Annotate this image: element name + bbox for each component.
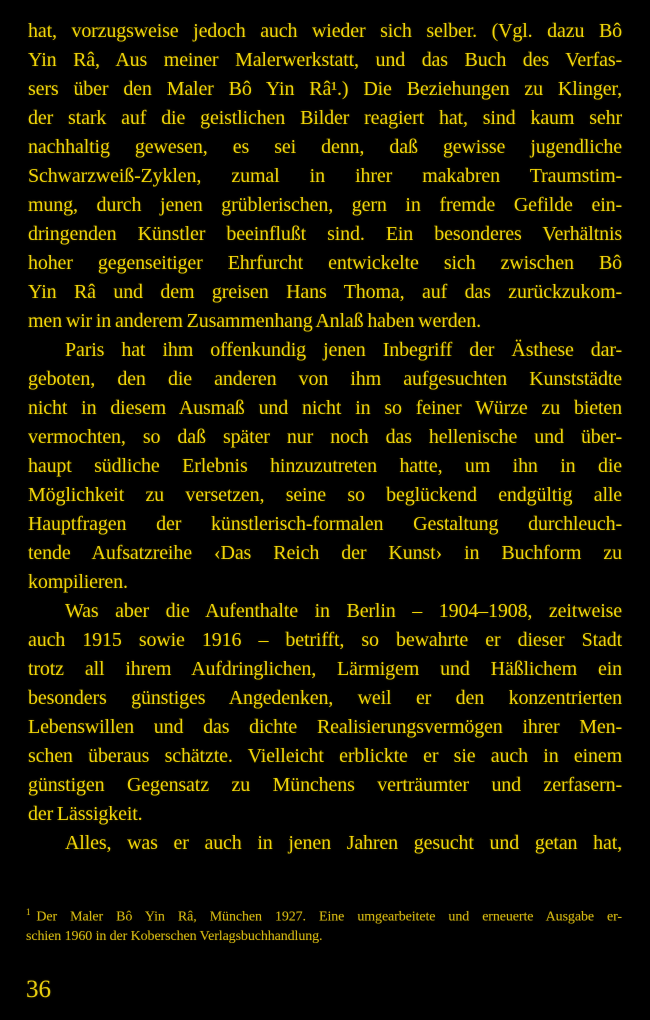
footnote-text: Der Maler Bô Yin Râ, München 1927. Eine umgearbeitete und erneuerte Ausgabe er- [36,909,622,925]
footnote-marker: 1 [26,907,31,917]
footnote [26,903,622,946]
text-line: besonders günstiges Angedenken, weil er den konzentrierten [28,687,622,709]
text-line: tende Aufsatzreihe ‹Das Reich der Kunst› in Buchform zu [28,542,622,564]
text-line: trotz all ihrem Aufdringlichen, Lärmigem und Häßlichem ein [28,658,622,680]
text-line: hoher gegenseitiger Ehrfurcht entwickelte sich zwischen Bô [28,252,622,274]
text-line: hat, vorzugsweise jedoch auch wieder sich selber. (Vgl. dazu Bô [28,20,622,42]
text-line: kompilieren. [28,571,128,593]
paragraph [28,597,622,829]
text-line: geboten, den die anderen von ihm aufgesuchten Kunststädte [28,368,622,390]
text-line: haupt südliche Erlebnis hinzuzutreten hatte, um ihn in die [28,455,622,477]
paragraph [28,336,622,597]
text-line: Hauptfragen der künstlerisch-formalen Gestaltung durchleuch- [28,513,622,535]
text-line: Alles, was er auch in jenen Jahren gesucht und getan hat, [65,832,622,854]
text-line: men wir in anderem Zusammenhang Anlaß haben werden. [28,310,481,332]
text-line: Paris hat ihm offenkundig jenen Inbegriff der Ästhese dar- [65,339,622,361]
text-line: auch 1915 sowie 1916 – betrifft, so bewahrte er dieser Stadt [28,629,622,651]
body-text [28,17,622,858]
text-line: Möglichkeit zu versetzen, seine so beglückend endgültig alle [28,484,622,506]
text-line: vermochten, so daß später nur noch das hellenische und über- [28,426,622,448]
text-line: sers über den Maler Bô Yin Râ¹.) Die Beziehungen zu Klinger, [28,78,622,100]
footnote-line [26,903,622,927]
text-line: Lebenswillen und das dichte Realisierungsvermögen ihrer Men- [28,716,622,738]
text-line: Yin Râ, Aus meiner Malerwerkstatt, und das Buch des Verfas- [28,49,622,71]
text-line: Yin Râ und dem greisen Hans Thoma, auf das zurückzukom- [28,281,622,303]
page-number: 36 [26,976,51,1003]
text-line: nicht in diesem Ausmaß und nicht in so feiner Würze zu bieten [28,397,622,419]
text-line: Was aber die Aufenthalte in Berlin – 1904–1908, zeitweise [65,600,622,622]
text-line: der Lässigkeit. [28,803,143,825]
text-line: schen überaus schätzte. Vielleicht erblickte er sie auch in einem [28,745,622,767]
text-line: dringenden Künstler beeinflußt sind. Ein besonderes Verhältnis [28,223,622,245]
text-line: mung, durch jenen grüblerischen, gern in fremde Gefilde ein- [28,194,622,216]
footnote-line: schien 1960 in der Koberschen Verlagsbuchhandlung. [26,928,323,944]
text-line: der stark auf die geistlichen Bilder reagiert hat, sind kaum sehr [28,107,622,129]
text-line: Schwarzweiß-Zyklen, zumal in ihrer makabren Traumstim- [28,165,622,187]
text-line: nachhaltig gewesen, es sei denn, daß gewisse jugendliche [28,136,622,158]
paragraph [28,829,622,858]
text-line: günstigen Gegensatz zu Münchens verträumter und zerfasern- [28,774,622,796]
paragraph [28,17,622,336]
